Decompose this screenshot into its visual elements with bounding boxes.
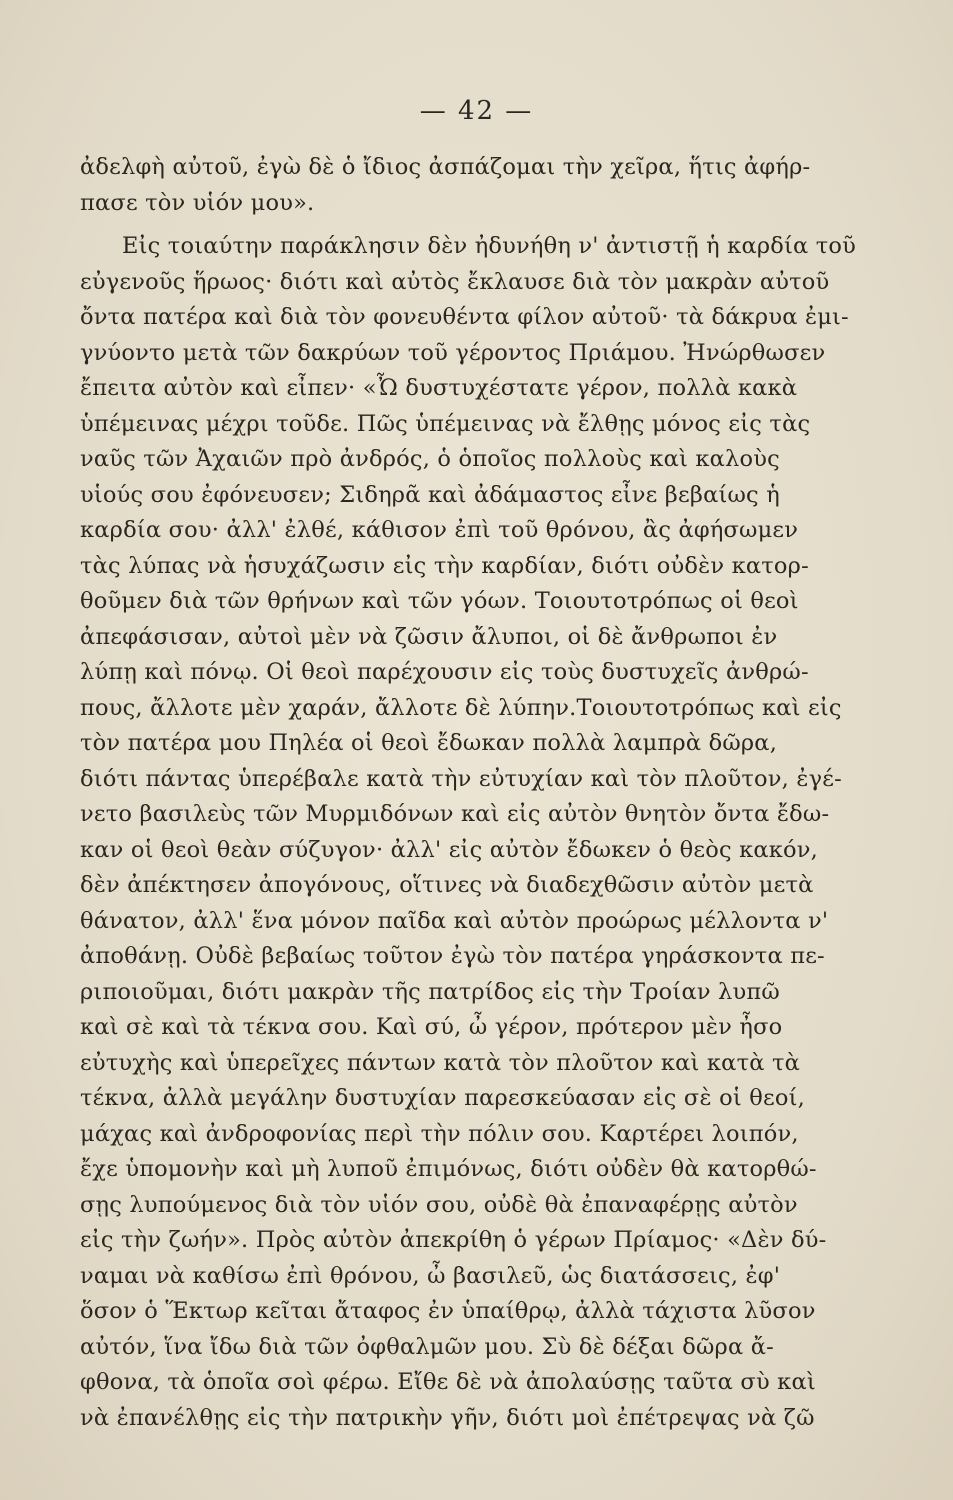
text-line: ἔχε ὑπομονὴν καὶ μὴ λυποῦ ἐπιμόνως, διότι οὐδὲν θὰ κατορθώ-	[80, 1156, 817, 1182]
text-line: αὐτόν, ἵνα ἴδω διὰ τῶν ὀφθαλμῶν μου. Σὺ δὲ δέξαι δῶρα ἄ-	[80, 1333, 774, 1360]
text-line: γνύοντο μετὰ τῶν δακρύων τοῦ γέροντος Πριάμου. Ἠνώρθωσεν	[80, 339, 826, 366]
text-line: σῃς λυπούμενος διὰ τὸν υἱόν σου, οὐδὲ θὰ ἐπαναφέρῃς αὐτὸν	[80, 1191, 798, 1218]
text-line: ναῦς τῶν Ἀχαιῶν πρὸ ἀνδρός, ὁ ὁποῖος πολλοὺς καὶ καλοὺς	[80, 446, 780, 472]
text-line: καὶ σὲ καὶ τὰ τέκνα σου. Καὶ σύ, ὦ γέρον, πρότερον μὲν ἦσο	[80, 1014, 783, 1040]
text-line: φθονα, τὰ ὁποῖα σοὶ φέρω. Εἴθε δὲ νὰ ἀπολαύσῃς ταῦτα σὺ καὶ	[80, 1369, 816, 1395]
text-line: θάνατον, ἀλλ' ἕνα μόνον παῖδα καὶ αὐτὸν προώρως μέλλοντα ν'	[80, 907, 829, 934]
text-line: μάχας καὶ ἀνδροφονίας περὶ τὴν πόλιν σου. Καρτέρει λοιπόν,	[80, 1120, 799, 1147]
text-line: υἱούς σου ἐφόνευσεν; Σιδηρᾶ καὶ ἀδάμαστος εἶνε βεβαίως ἡ	[80, 481, 780, 508]
text-line: ἀδελφὴ αὐτοῦ, ἐγὼ δὲ ὁ ἴδιος ἀσπάζομαι τὴν χεῖρα, ἥτις ἀφήρ-	[80, 154, 811, 180]
text-line: τὸν πατέρα μου Πηλέα οἱ θεοὶ ἔδωκαν πολλὰ λαμπρὰ δῶρα,	[80, 730, 778, 756]
text-line: νετο βασιλεὺς τῶν Μυρμιδόνων καὶ εἰς αὐτὸν θνητὸν ὄντα ἔδω-	[80, 801, 830, 827]
text-line: τὰς λύπας νὰ ἡσυχάζωσιν εἰς τὴν καρδίαν, διότι οὐδὲν κατορ-	[80, 552, 809, 579]
text-line: νὰ ἐπανέλθῃς εἰς τὴν πατρικὴν γῆν, διότι μοὶ ἐπέτρεψας νὰ ζῶ	[80, 1404, 815, 1431]
text-line: καρδία σου· ἀλλ' ἐλθέ, κάθισον ἐπὶ τοῦ θρόνου, ἂς ἀφήσωμεν	[80, 517, 799, 543]
page-number: — 42 —	[419, 96, 534, 126]
text-line: διότι πάντας ὑπερέβαλε κατὰ τὴν εὐτυχίαν καὶ τὸν πλοῦτον, ἐγέ-	[80, 765, 842, 792]
text-line: καν οἱ θεοὶ θεὰν σύζυγον· ἀλλ' εἰς αὐτὸν ἔδωκεν ὁ θεὸς κακόν,	[80, 836, 819, 863]
text-line: ὑπέμεινας μέχρι τοῦδε. Πῶς ὑπέμεινας νὰ ἔλθῃς μόνος εἰς τὰς	[80, 410, 811, 437]
text-line: ἀποθάνῃ. Οὐδὲ βεβαίως τοῦτον ἐγὼ τὸν πατέρα γηράσκοντα πε-	[80, 943, 825, 969]
text-line: πους, ἄλλοτε μὲν χαράν, ἄλλοτε δὲ λύπην.Τοιουτοτρόπως καὶ εἰς	[80, 694, 842, 721]
text-line: ἀπεφάσισαν, αὐτοὶ μὲν νὰ ζῶσιν ἄλυποι, οἱ δὲ ἄνθρωποι ἐν	[80, 623, 778, 650]
text-line: ὅσον ὁ Ἕκτωρ κεῖται ἄταφος ἐν ὑπαίθρῳ, ἀλλὰ τάχιστα λῦσον	[80, 1298, 816, 1324]
text-line: Εἰς τοιαύτην παράκλησιν δὲν ἠδυνήθη ν' ἀντιστῇ ἡ καρδία τοῦ	[122, 233, 857, 259]
text-line: εὐγενοῦς ἥρωος· διότι καὶ αὐτὸς ἔκλαυσε διὰ τὸν μακρὰν αὐτοῦ	[80, 268, 830, 295]
text-line: τέκνα, ἀλλὰ μεγάλην δυστυχίαν παρεσκεύασαν εἰς σὲ οἱ θεοί,	[80, 1085, 805, 1111]
text-line: ὄντα πατέρα καὶ διὰ τὸν φονευθέντα φίλον αὐτοῦ· τὰ δάκρυα ἐμι-	[80, 304, 849, 330]
text-line: εὐτυχὴς καὶ ὑπερεῖχες πάντων κατὰ τὸν πλοῦτον καὶ κατὰ τὰ	[80, 1049, 801, 1076]
text-line: ἔπειτα αὐτὸν καὶ εἶπεν· «Ὦ δυστυχέστατε γέρον, πολλὰ κακὰ	[80, 375, 798, 401]
text-line: λύπῃ καὶ πόνῳ. Οἱ θεοὶ παρέχουσιν εἰς τοὺς δυστυχεῖς ἀνθρώ-	[80, 659, 809, 685]
text-line: εἰς τὴν ζωήν». Πρὸς αὐτὸν ἀπεκρίθη ὁ γέρων Πρίαμος· «Δὲν δύ-	[80, 1227, 827, 1253]
text-line: πασε τὸν υἱόν μου».	[80, 189, 315, 216]
text-line: ναμαι νὰ καθίσω ἐπὶ θρόνου, ὦ βασιλεῦ, ὡς διατάσσεις, ἐφ'	[80, 1262, 781, 1289]
text-line: θοῦμεν διὰ τῶν θρήνων καὶ τῶν γόων. Τοιουτοτρόπως οἱ θεοὶ	[80, 588, 799, 614]
body-text	[80, 150, 870, 1436]
text-line: δὲν ἀπέκτησεν ἀπογόνους, οἵτινες νὰ διαδεχθῶσιν αὐτὸν μετὰ	[80, 872, 814, 898]
text-line: ριποιοῦμαι, διότι μακρὰν τῆς πατρίδος εἰς τὴν Τροίαν λυπῶ	[80, 978, 780, 1005]
